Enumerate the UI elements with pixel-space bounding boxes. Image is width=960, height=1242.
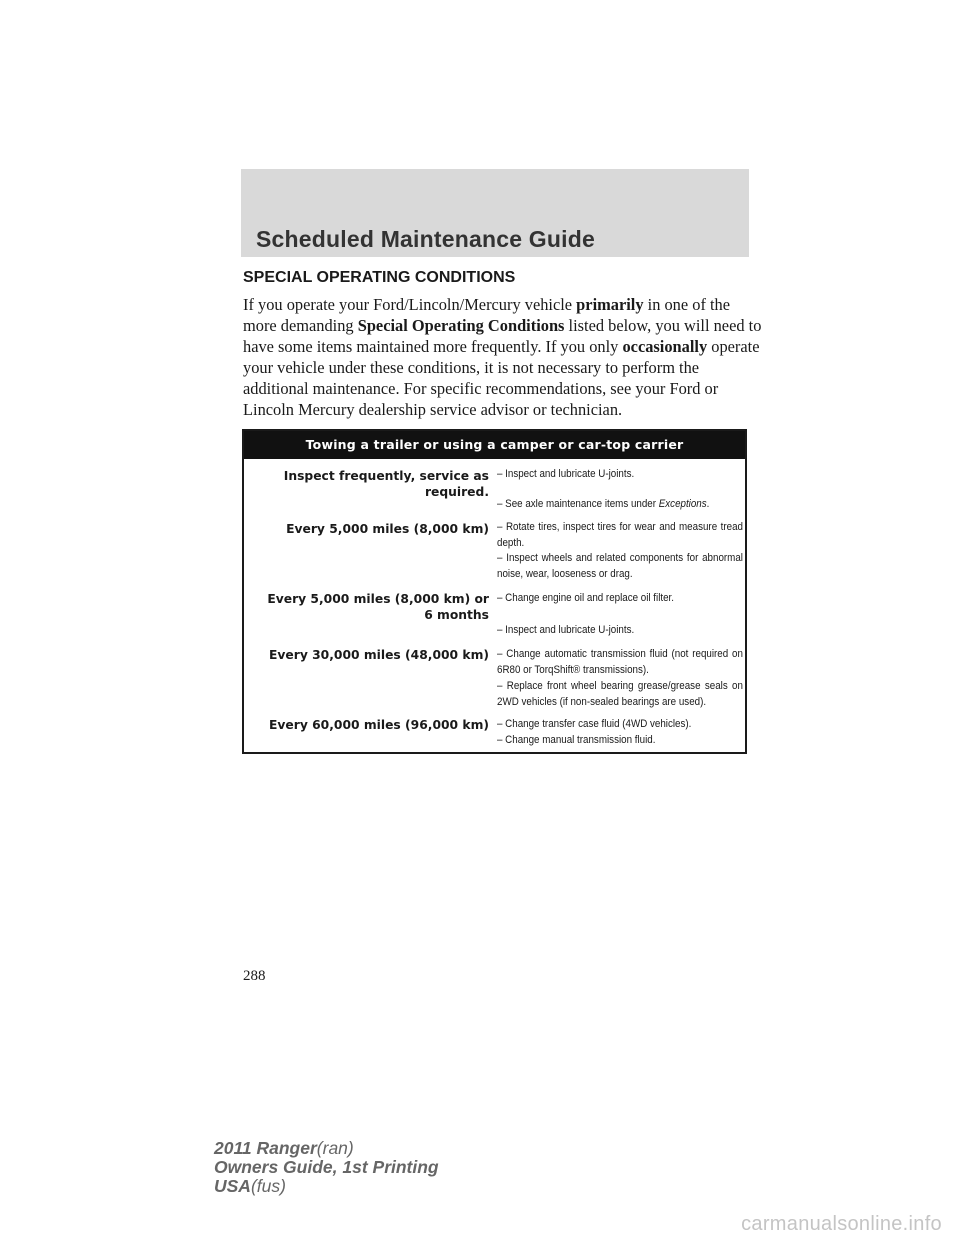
maintenance-table — [242, 429, 747, 754]
page-title: Scheduled Maintenance Guide — [256, 226, 595, 252]
intro-text-4: operate your vehicle under these conditions, it is not necessary to perform the additional maintenance. For specific recommendations, see your Ford or Lincoln Mercury dealership service advisor or technician. — [243, 337, 760, 419]
row-item: – Change engine oil and replace oil filter. — [497, 592, 674, 604]
row-item: – Replace front wheel bearing grease/grease seals on 2WD vehicles (if non-sealed bearings are used). — [497, 680, 743, 708]
row-item: – Inspect and lubricate U-joints. — [497, 624, 635, 636]
footer-line-2: Owners Guide, 1st Printing — [214, 1157, 439, 1177]
row-label-60000-miles: Every 60,000 miles (96,000 km) — [269, 718, 489, 732]
row-label-30000-miles: Every 30,000 miles (48,000 km) — [269, 648, 489, 662]
row-item: – Change manual transmission fluid. — [497, 734, 656, 746]
watermark: carmanualsonline.info — [741, 1213, 942, 1235]
footer-market-code: (fus) — [250, 1176, 286, 1196]
intro-text-1: If you operate your Ford/Lincoln/Mercury vehicle — [243, 295, 577, 314]
row-item: – Inspect and lubricate U-joints. — [497, 468, 635, 480]
footer-line-1 — [214, 1139, 439, 1158]
footer-model-code: (ran) — [316, 1138, 354, 1158]
row-item: – Change transfer case fluid (4WD vehicles). — [497, 718, 692, 730]
intro-bold-primarily: primarily — [576, 295, 644, 314]
row-item-text: – See axle maintenance items under — [497, 498, 659, 510]
intro-text-2: in one of the more demanding — [243, 295, 731, 335]
row-item-text: . — [706, 498, 710, 510]
intro-bold-special-conditions: Special Operating Conditions — [357, 316, 565, 335]
intro-paragraph — [243, 294, 763, 420]
row-item-italic: Exceptions — [658, 498, 707, 510]
row-item: – Inspect wheels and related components for abnormal noise, wear, looseness or drag. — [497, 552, 743, 580]
page-number: 288 — [243, 968, 266, 984]
footer-model: 2011 Ranger — [214, 1138, 317, 1158]
table-header: Towing a trailer or using a camper or car-top carrier — [244, 431, 745, 459]
row-label-5000-miles: Every 5,000 miles (8,000 km) — [286, 522, 489, 536]
row-item: – Change automatic transmission fluid (not required on 6R80 or TorqShift® transmissions). — [497, 648, 743, 676]
footer-line-3 — [214, 1177, 439, 1196]
row-label-inspect-frequently: Inspect frequently, service as required. — [283, 469, 489, 499]
row-item: – Rotate tires, inspect tires for wear and measure tread depth. — [497, 521, 743, 549]
section-heading: SPECIAL OPERATING CONDITIONS — [243, 269, 516, 286]
print-footer — [214, 1139, 439, 1196]
intro-bold-occasionally: occasionally — [622, 337, 708, 356]
row-label-5000-miles-or-6-months: Every 5,000 miles (8,000 km) or 6 months — [267, 592, 489, 622]
row-item — [497, 497, 743, 513]
footer-market: USA — [214, 1176, 251, 1196]
intro-text-3: listed below, you will need to have some items maintained more frequently. If you only — [243, 316, 762, 356]
